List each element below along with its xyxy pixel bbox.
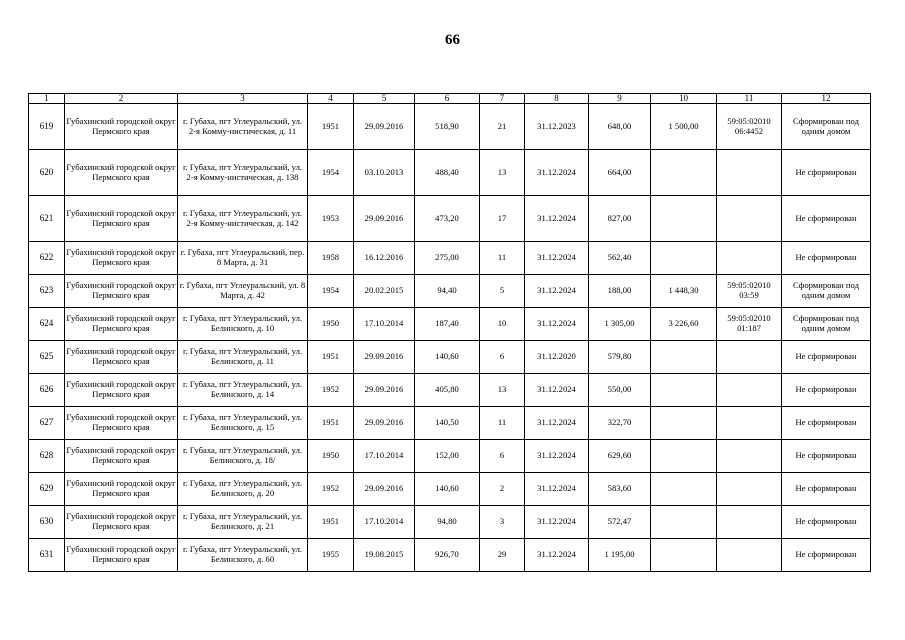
year-built-cell: 1950 bbox=[308, 308, 354, 341]
land-status-cell: Сформирован под одним домом bbox=[782, 275, 871, 308]
column-number: 4 bbox=[308, 94, 354, 104]
deadline-cell: 31.12.2024 bbox=[525, 374, 589, 407]
cadastral-number-cell: 59:05:02010 03:59 bbox=[717, 275, 782, 308]
municipality-cell: Губахинский городской округ Пермского края bbox=[65, 341, 178, 374]
column-number: 1 bbox=[29, 94, 65, 104]
address-cell: г. Губаха, пгт Углеуральский, пер. 8 Марта, д. 31 bbox=[178, 242, 308, 275]
area-2-cell: 1 305,00 bbox=[589, 308, 651, 341]
deadline-cell: 31.12.2024 bbox=[525, 440, 589, 473]
year-built-cell: 1951 bbox=[308, 104, 354, 150]
municipality-cell: Губахинский городской округ Пермского края bbox=[65, 308, 178, 341]
area-cell: 473,20 bbox=[415, 196, 480, 242]
land-area-cell bbox=[651, 196, 717, 242]
row-number-cell: 626 bbox=[29, 374, 65, 407]
recognition-date-cell: 17.10.2014 bbox=[354, 440, 415, 473]
column-number: 8 bbox=[525, 94, 589, 104]
row-number-cell: 625 bbox=[29, 341, 65, 374]
deadline-cell: 31.12.2024 bbox=[525, 242, 589, 275]
column-number: 2 bbox=[65, 94, 178, 104]
land-status-cell: Не сформирован bbox=[782, 440, 871, 473]
land-status-cell: Не сформирован bbox=[782, 506, 871, 539]
cadastral-number-cell bbox=[717, 473, 782, 506]
municipality-cell: Губахинский городской округ Пермского края bbox=[65, 539, 178, 572]
column-number: 5 bbox=[354, 94, 415, 104]
residents-cell: 29 bbox=[480, 539, 525, 572]
municipality-cell: Губахинский городской округ Пермского края bbox=[65, 473, 178, 506]
column-number: 9 bbox=[589, 94, 651, 104]
row-number-cell: 629 bbox=[29, 473, 65, 506]
address-cell: г. Губаха, пгт Углеуральский, ул. Белинского, д. 60 bbox=[178, 539, 308, 572]
column-number: 6 bbox=[415, 94, 480, 104]
deadline-cell: 31.12.2024 bbox=[525, 196, 589, 242]
recognition-date-cell: 29.09.2016 bbox=[354, 407, 415, 440]
table-row bbox=[29, 150, 871, 196]
row-number-cell: 630 bbox=[29, 506, 65, 539]
table-row bbox=[29, 440, 871, 473]
area-2-cell: 550,00 bbox=[589, 374, 651, 407]
column-number: 11 bbox=[717, 94, 782, 104]
cadastral-number-cell: 59:05:02010 06:4452 bbox=[717, 104, 782, 150]
row-number-cell: 628 bbox=[29, 440, 65, 473]
municipality-cell: Губахинский городской округ Пермского края bbox=[65, 407, 178, 440]
area-2-cell: 562,40 bbox=[589, 242, 651, 275]
deadline-cell: 31.12.2024 bbox=[525, 407, 589, 440]
land-area-cell bbox=[651, 407, 717, 440]
recognition-date-cell: 29.09.2016 bbox=[354, 196, 415, 242]
deadline-cell: 31.12.2020 bbox=[525, 341, 589, 374]
address-cell: г. Губаха, пгт Углеуральский, ул. Белинского, д. 15 bbox=[178, 407, 308, 440]
year-built-cell: 1950 bbox=[308, 440, 354, 473]
address-cell: г. Губаха, пгт Углеуральский, ул. Белинского, д. 14 bbox=[178, 374, 308, 407]
cadastral-number-cell: 59:05:02010 01:187 bbox=[717, 308, 782, 341]
area-2-cell: 629,60 bbox=[589, 440, 651, 473]
cadastral-number-cell bbox=[717, 506, 782, 539]
recognition-date-cell: 17.10.2014 bbox=[354, 506, 415, 539]
address-cell: г. Губаха, пгт Углеуральский, ул. Белинского, д. 18/ bbox=[178, 440, 308, 473]
deadline-cell: 31.12.2024 bbox=[525, 275, 589, 308]
land-status-cell: Не сформирован bbox=[782, 242, 871, 275]
housing-register-table bbox=[28, 93, 871, 572]
area-2-cell: 322,70 bbox=[589, 407, 651, 440]
row-number-cell: 624 bbox=[29, 308, 65, 341]
deadline-cell: 31.12.2023 bbox=[525, 104, 589, 150]
deadline-cell: 31.12.2024 bbox=[525, 473, 589, 506]
area-cell: 187,40 bbox=[415, 308, 480, 341]
residents-cell: 21 bbox=[480, 104, 525, 150]
year-built-cell: 1951 bbox=[308, 506, 354, 539]
cadastral-number-cell bbox=[717, 196, 782, 242]
table-row bbox=[29, 196, 871, 242]
residents-cell: 3 bbox=[480, 506, 525, 539]
row-number-cell: 627 bbox=[29, 407, 65, 440]
address-cell: г. Губаха, пгт Углеуральский, ул. 2-я Комму-нистическая, д. 11 bbox=[178, 104, 308, 150]
residents-cell: 6 bbox=[480, 440, 525, 473]
area-cell: 140,60 bbox=[415, 473, 480, 506]
address-cell: г. Губаха, пгт Углеуральский, ул. Белинского, д. 10 bbox=[178, 308, 308, 341]
residents-cell: 13 bbox=[480, 150, 525, 196]
residents-cell: 2 bbox=[480, 473, 525, 506]
area-2-cell: 648,00 bbox=[589, 104, 651, 150]
area-cell: 518,90 bbox=[415, 104, 480, 150]
table-row bbox=[29, 374, 871, 407]
cadastral-number-cell bbox=[717, 539, 782, 572]
table-row bbox=[29, 104, 871, 150]
residents-cell: 11 bbox=[480, 242, 525, 275]
area-2-cell: 572,47 bbox=[589, 506, 651, 539]
area-cell: 405,80 bbox=[415, 374, 480, 407]
column-number: 12 bbox=[782, 94, 871, 104]
cadastral-number-cell bbox=[717, 242, 782, 275]
area-2-cell: 827,00 bbox=[589, 196, 651, 242]
address-cell: г. Губаха, пгт Углеуральский, ул. 8 Марта, д. 42 bbox=[178, 275, 308, 308]
table-row bbox=[29, 539, 871, 572]
recognition-date-cell: 29.09.2016 bbox=[354, 374, 415, 407]
land-status-cell: Не сформирован bbox=[782, 473, 871, 506]
land-status-cell: Не сформирован bbox=[782, 150, 871, 196]
year-built-cell: 1952 bbox=[308, 473, 354, 506]
year-built-cell: 1951 bbox=[308, 407, 354, 440]
land-status-cell: Не сформирован bbox=[782, 407, 871, 440]
row-number-cell: 631 bbox=[29, 539, 65, 572]
land-area-cell: 1 448,30 bbox=[651, 275, 717, 308]
table-row bbox=[29, 341, 871, 374]
recognition-date-cell: 16.12.2016 bbox=[354, 242, 415, 275]
page-number: 66 bbox=[445, 32, 460, 48]
municipality-cell: Губахинский городской округ Пермского края bbox=[65, 196, 178, 242]
municipality-cell: Губахинский городской округ Пермского края bbox=[65, 506, 178, 539]
address-cell: г. Губаха, пгт Углеуральский, ул. Белинского, д. 20 bbox=[178, 473, 308, 506]
municipality-cell: Губахинский городской округ Пермского края bbox=[65, 374, 178, 407]
table-row bbox=[29, 308, 871, 341]
area-cell: 926,70 bbox=[415, 539, 480, 572]
recognition-date-cell: 29.09.2016 bbox=[354, 104, 415, 150]
land-area-cell bbox=[651, 242, 717, 275]
deadline-cell: 31.12.2024 bbox=[525, 150, 589, 196]
municipality-cell: Губахинский городской округ Пермского края bbox=[65, 242, 178, 275]
residents-cell: 10 bbox=[480, 308, 525, 341]
land-area-cell: 3 226,60 bbox=[651, 308, 717, 341]
area-cell: 152,00 bbox=[415, 440, 480, 473]
land-status-cell: Не сформирован bbox=[782, 196, 871, 242]
table-row bbox=[29, 242, 871, 275]
area-cell: 275,00 bbox=[415, 242, 480, 275]
residents-cell: 6 bbox=[480, 341, 525, 374]
municipality-cell: Губахинский городской округ Пермского края bbox=[65, 440, 178, 473]
address-cell: г. Губаха, пгт Углеуральский, ул. 2-я Комму-нистическая, д. 142 bbox=[178, 196, 308, 242]
year-built-cell: 1954 bbox=[308, 275, 354, 308]
municipality-cell: Губахинский городской округ Пермского края bbox=[65, 104, 178, 150]
land-area-cell bbox=[651, 539, 717, 572]
deadline-cell: 31.12.2024 bbox=[525, 308, 589, 341]
cadastral-number-cell bbox=[717, 341, 782, 374]
recognition-date-cell: 19.08.2015 bbox=[354, 539, 415, 572]
column-number: 7 bbox=[480, 94, 525, 104]
land-status-cell: Не сформирован bbox=[782, 539, 871, 572]
area-2-cell: 579,80 bbox=[589, 341, 651, 374]
land-status-cell: Сформирован под одним домом bbox=[782, 104, 871, 150]
table-row bbox=[29, 506, 871, 539]
land-area-cell bbox=[651, 374, 717, 407]
recognition-date-cell: 29.09.2016 bbox=[354, 341, 415, 374]
area-cell: 94,40 bbox=[415, 275, 480, 308]
cadastral-number-cell bbox=[717, 374, 782, 407]
recognition-date-cell: 17.10.2014 bbox=[354, 308, 415, 341]
row-number-cell: 621 bbox=[29, 196, 65, 242]
year-built-cell: 1951 bbox=[308, 341, 354, 374]
land-status-cell: Не сформирован bbox=[782, 341, 871, 374]
year-built-cell: 1952 bbox=[308, 374, 354, 407]
area-cell: 488,40 bbox=[415, 150, 480, 196]
area-2-cell: 188,00 bbox=[589, 275, 651, 308]
area-cell: 140,50 bbox=[415, 407, 480, 440]
area-cell: 140,60 bbox=[415, 341, 480, 374]
year-built-cell: 1954 bbox=[308, 150, 354, 196]
residents-cell: 11 bbox=[480, 407, 525, 440]
cadastral-number-cell bbox=[717, 407, 782, 440]
table-row bbox=[29, 407, 871, 440]
column-number: 10 bbox=[651, 94, 717, 104]
residents-cell: 13 bbox=[480, 374, 525, 407]
municipality-cell: Губахинский городской округ Пермского края bbox=[65, 150, 178, 196]
land-area-cell bbox=[651, 341, 717, 374]
land-area-cell bbox=[651, 150, 717, 196]
land-status-cell: Сформирован под одним домом bbox=[782, 308, 871, 341]
recognition-date-cell: 29.09.2016 bbox=[354, 473, 415, 506]
land-area-cell bbox=[651, 440, 717, 473]
recognition-date-cell: 20.02.2015 bbox=[354, 275, 415, 308]
column-number-row bbox=[29, 94, 871, 104]
area-cell: 94,80 bbox=[415, 506, 480, 539]
area-2-cell: 583,60 bbox=[589, 473, 651, 506]
year-built-cell: 1958 bbox=[308, 242, 354, 275]
year-built-cell: 1953 bbox=[308, 196, 354, 242]
cadastral-number-cell bbox=[717, 150, 782, 196]
residents-cell: 5 bbox=[480, 275, 525, 308]
address-cell: г. Губаха, пгт Углеуральский, ул. 2-я Комму-нистическая, д. 138 bbox=[178, 150, 308, 196]
land-area-cell bbox=[651, 506, 717, 539]
deadline-cell: 31.12.2024 bbox=[525, 539, 589, 572]
recognition-date-cell: 03.10.2013 bbox=[354, 150, 415, 196]
row-number-cell: 619 bbox=[29, 104, 65, 150]
land-area-cell bbox=[651, 473, 717, 506]
land-area-cell: 1 500,00 bbox=[651, 104, 717, 150]
municipality-cell: Губахинский городской округ Пермского края bbox=[65, 275, 178, 308]
row-number-cell: 620 bbox=[29, 150, 65, 196]
deadline-cell: 31.12.2024 bbox=[525, 506, 589, 539]
row-number-cell: 623 bbox=[29, 275, 65, 308]
residents-cell: 17 bbox=[480, 196, 525, 242]
address-cell: г. Губаха, пгт Углеуральский, ул. Белинского, д. 11 bbox=[178, 341, 308, 374]
cadastral-number-cell bbox=[717, 440, 782, 473]
table-row bbox=[29, 473, 871, 506]
year-built-cell: 1955 bbox=[308, 539, 354, 572]
table-row bbox=[29, 275, 871, 308]
land-status-cell: Не сформирован bbox=[782, 374, 871, 407]
area-2-cell: 664,00 bbox=[589, 150, 651, 196]
address-cell: г. Губаха, пгт Углеуральский, ул. Белинского, д. 21 bbox=[178, 506, 308, 539]
area-2-cell: 1 195,00 bbox=[589, 539, 651, 572]
row-number-cell: 622 bbox=[29, 242, 65, 275]
column-number: 3 bbox=[178, 94, 308, 104]
